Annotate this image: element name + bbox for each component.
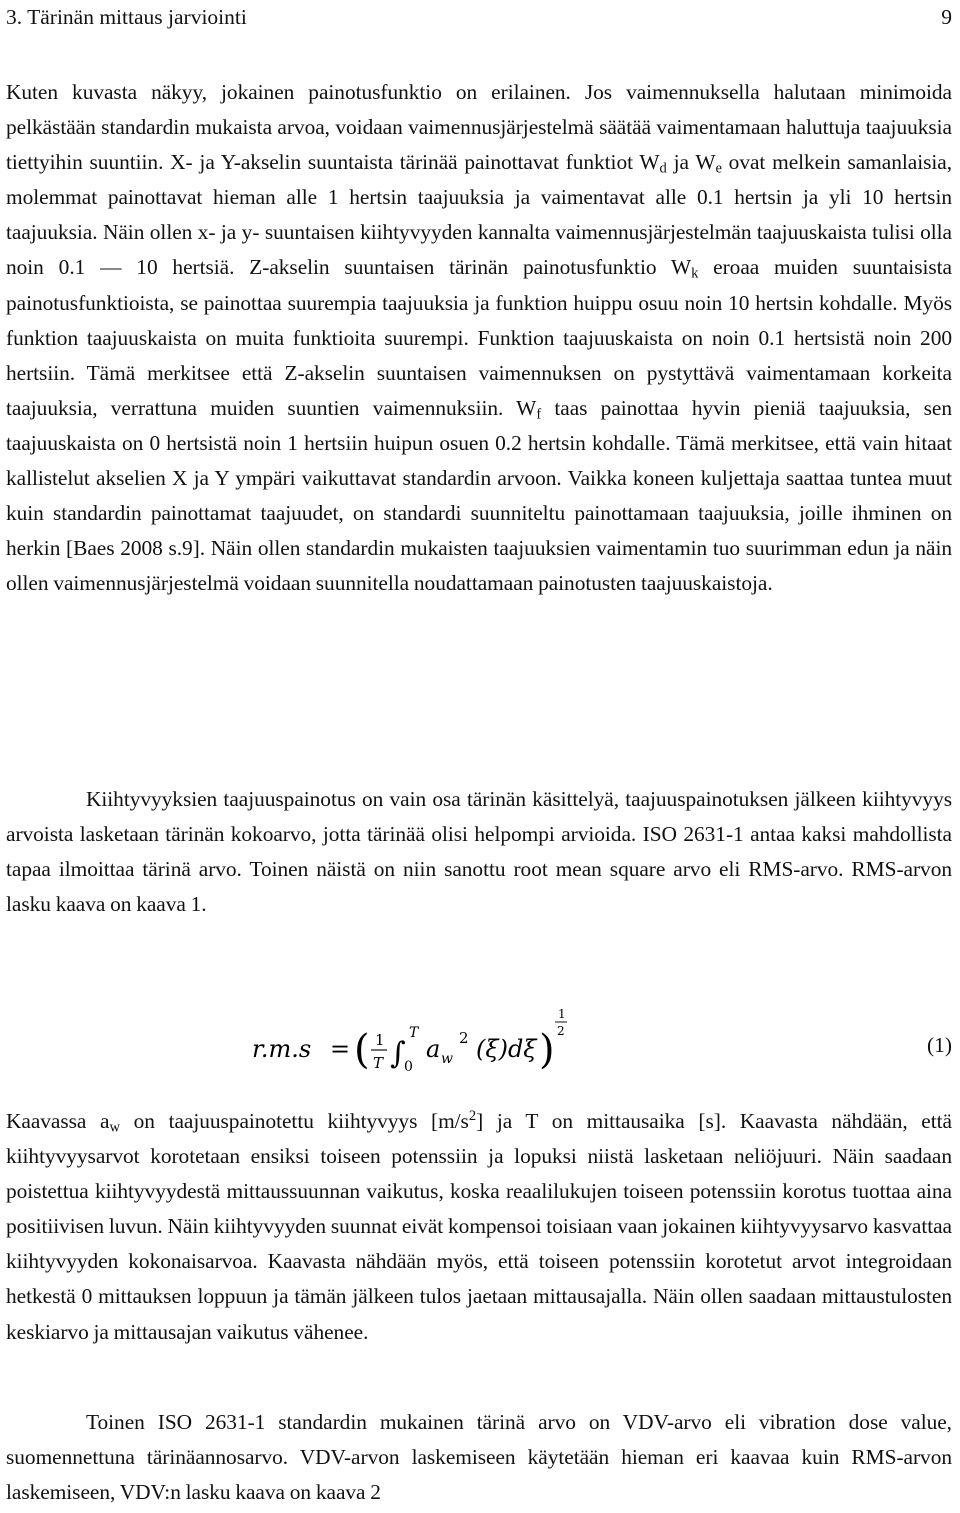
page-number: 9	[941, 5, 952, 29]
formula-argument: (ξ)dξ	[476, 1035, 537, 1063]
page-header	[6, 0, 952, 34]
formula-lhs: r.m.s	[252, 1035, 312, 1063]
subscript-k: k	[691, 266, 699, 283]
formula-variable-sub: w	[441, 1051, 453, 1067]
rms-formula	[0, 1005, 952, 1085]
integral-sign: ∫	[390, 1036, 406, 1071]
formula-open-paren: (	[354, 1027, 370, 1073]
formula-frac-den: T	[373, 1054, 384, 1072]
paragraph-formula-explanation: Kaavassa $a_w$ on taajuuspainotettu kiihtyvyys $[m/s^2]$ ja T on mittausaika [s]. Kaavasta nähdään, että kiihtyvyysarvot korotetaan ensiksi toiseen potenssiin ja lopuksi niistä lasketaan neliöjuuri. Näin saadaan poistettua kiihtyvyydestä mittaussuunnan vaikutus, koska reaalilukujen toiseen potenssiin korotus tuottaa aina positiivisen luvun. Näin kiihtyvyyden suunnat eivät kompensoi toisiaan vaan jokainen kiihtyvyysarvo kasvattaa kiihtyvyyden kokonaisarvoa. Kaavasta nähdään myös, että toiseen potenssiin korotetut arvot integroidaan hetkestä 0 mittauksen loppuun ja tämän jälkeen tulos jaetaan mittausajalla. Näin ollen saadaan mittaustulosten keskiarvo ja mittausajan vaikutus vähenee.	[6, 1108, 952, 1344]
formula-variable: a	[426, 1035, 441, 1063]
chapter-title: 3. Tärinän mittaus jarviointi	[6, 5, 247, 29]
paragraph-rms-intro: Kiihtyvyyksien taajuuspainotus on vain osa tärinän käsittelyä, taajuuspainotuksen jälkeen kiihtyvyys arvoista lasketaan tärinän kokoarvo, jotta tärinää olisi helpompi arvioida. ISO 2631-1 antaa kaksi mahdollista tapaa ilmoittaa tärinä arvo. Toinen näistä on niin sanottu root mean square arvo eli RMS-arvo. RMS-arvon lasku kaava on kaava 1.	[6, 787, 952, 917]
formula-outer-exp-den: 2	[557, 1024, 565, 1038]
formula-upper-limit: T	[409, 1025, 419, 1041]
subscript-f: f	[536, 406, 542, 423]
subscript-e: e	[715, 160, 722, 177]
formula-graphic	[250, 1005, 590, 1085]
formula-frac-num: 1	[375, 1031, 385, 1049]
superscript-2: 2	[468, 1108, 477, 1124]
formula-equals: =	[330, 1035, 351, 1063]
formula-close-paren: )	[539, 1027, 555, 1073]
formula-lower-limit: 0	[404, 1059, 413, 1075]
subscript-d: d	[659, 160, 667, 177]
formula-power: 2	[459, 1029, 469, 1047]
paragraph-vdv-intro: Toinen ISO 2631-1 standardin mukainen tärinä arvo on VDV-arvo eli vibration dose value, suomennettuna tärinäannosarvo. VDV-arvon laskemiseen käytetään hieman eri kaavaa kuin RMS-arvon laskemiseen, VDV:n lasku kaava on kaava 2	[6, 1410, 952, 1505]
equation-number: (1)	[927, 1033, 952, 1057]
subscript-w: w	[109, 1119, 120, 1136]
paragraph-weighting-functions: Kuten kuvasta näkyy, jokainen painotusfunktio on erilainen. Jos vaimennuksella halutaan minimoida pelkästään standardin mukaista arvoa, voidaan vaimennusjärjestelmä säätää vaimentamaan haluttuja taajuuksia tiettyihin suuntiin. X- ja Y-akselin suuntaista tärinää painottavat funktiot $W_d$ ja $W_e$ ovat melkein samanlaisia, molemmat painottavat hieman alle 1 hertsin taajuuksia ja vaimentavat alle 0.1 hertsin ja yli 10 hertsin taajuuksia. Näin ollen x- ja y- suuntaisen kiihtyvyyden kannalta vaimennusjärjestelmän taajuuskaista tulisi olla noin 0.1 — 10 hertsiä. Z-akselin suuntaisen tärinän painotusfunktio $W_k$ eroaa muiden suuntaisista painotusfunktioista, se painottaa suurempia taajuuksia ja funktion huippu osuu noin 10 hertsin kohdalle. Myös funktion taajuuskaista on muita funktioita suurempi. Funktion taajuuskaista on noin 0.1 hertsistä noin 200 hertsiin. Tämä merkitsee että Z-akselin suuntaisen vaimennuksen on pystyttävä vaimentamaan korkeita taajuuksia, verrattuna muiden suuntien vaimennuksiin. $W_f$ taas painottaa hyvin pieniä taajuuksia, sen taajuuskaista on 0 hertsistä noin 1 hertsiin huipun osuen 0.2 hertsin kohdalle. Tämä merkitsee, että vain hitaat kallistelut akselien X ja Y ympäri vaikuttavat standardin arvoon. Vaikka koneen kuljettaja saattaa tuntea muut kuin standardin painottamat taajuudet, on standardi suunniteltu painottamaan taajuuksia, joille ihminen on herkin [Baes 2008 s.9]. Näin ollen standardin mukaisten taajuuksien vaimentamin tuo suurimman edun ja näin ollen vaimennusjärjestelmä voidaan suunnitella noudattamaan painotusten taajuuskaistoja.	[6, 80, 952, 596]
formula-outer-exp-num: 1	[558, 1007, 566, 1021]
